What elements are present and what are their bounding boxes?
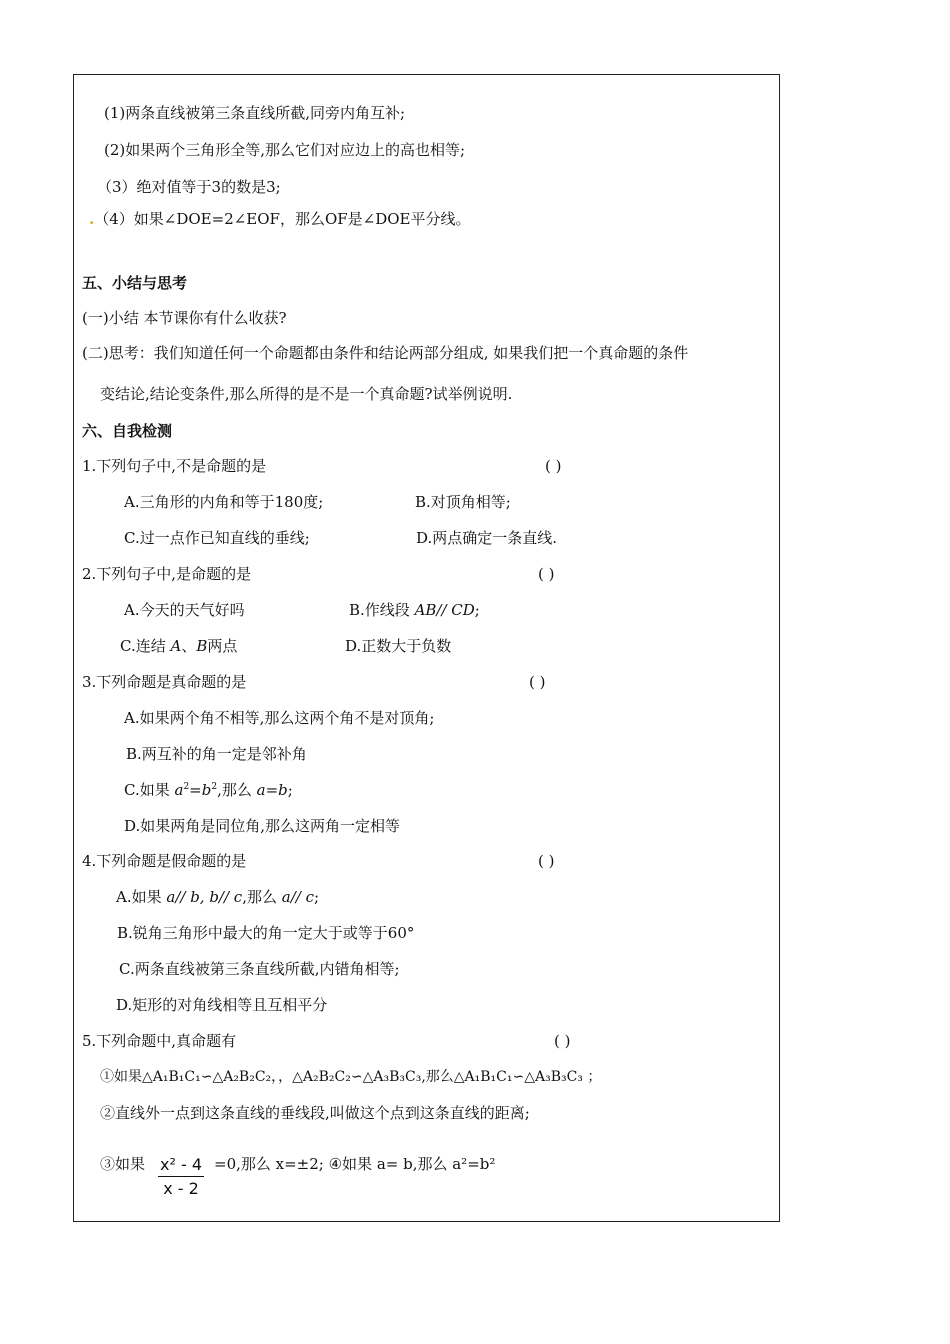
statement-2: (2)如果两个三角形全等,那么它们对应边上的高也相等;: [104, 141, 466, 159]
question-5: 5.下列命题中,真命题有: [82, 1032, 237, 1050]
question-4: 4.下列命题是假命题的是: [82, 852, 247, 870]
statement-4-text: （4）如果∠DOE=2∠EOF，那么OF是∠DOE平分线。: [94, 210, 471, 228]
q2-option-d: D.正数大于负数: [345, 637, 452, 655]
q2c-point-b: B: [196, 637, 208, 655]
fraction-denominator: x - 2: [163, 1179, 199, 1198]
q3c-then: ,那么: [217, 781, 257, 799]
q4-option-c: C.两条直线被第三条直线所截,内错角相等;: [119, 960, 400, 978]
q2b-text: B.作线段: [349, 601, 415, 619]
question-3: 3.下列命题是真命题的是: [82, 673, 247, 691]
q1-option-c: C.过一点作已知直线的垂线;: [124, 529, 310, 547]
q2c-end: 两点: [207, 637, 238, 655]
fraction-numerator: x² - 4: [158, 1154, 204, 1177]
q3-option-a: A.如果两个角不相等,那么这两个角不是对顶角;: [124, 709, 435, 727]
q5-statement-3-prefix: ③如果: [100, 1155, 146, 1173]
q1-option-d: D.两点确定一条直线.: [416, 529, 558, 547]
fraction: [158, 1154, 204, 1200]
answer-blank-2[interactable]: ( ): [538, 565, 555, 583]
q4-option-d: D.矩形的对角线相等且互相平分: [116, 996, 328, 1014]
bullet-dot: .: [89, 210, 95, 228]
q2b-end: ;: [474, 601, 480, 619]
q2-option-c: [120, 636, 237, 656]
question-2: 2.下列句子中,是命题的是: [82, 565, 252, 583]
q4-option-a: [116, 887, 319, 907]
q2b-math: AB// CD: [414, 601, 475, 619]
section-6-heading: 六、自我检测: [82, 422, 173, 440]
q3c-eq: =: [189, 781, 202, 799]
q3c-semicolon: ;: [287, 781, 293, 799]
q2c-sep: 、: [181, 637, 197, 655]
statement-3: （3）绝对值等于3的数是3;: [97, 178, 281, 196]
q5-statement-3-4: =0,那么 x=±2; ④如果 a= b,那么 a²=b²: [214, 1155, 496, 1173]
q5-statement-1: ①如果△A₁B₁C₁∽△A₂B₂C₂，，△A₂B₂C₂∽△A₃B₃C₃,那么△A₁B₁C₁∽△A₃B₃C₃ ；: [100, 1069, 602, 1085]
reflection-line-cont: 变结论,结论变条件,那么所得的是不是一个真命题?试举例说明.: [100, 385, 513, 403]
summary-line: (一)小结 本节课你有什么收获?: [82, 309, 287, 327]
q4a-text: A.如果: [116, 888, 167, 906]
q3c-conclusion: a=b: [256, 781, 288, 799]
q3c-math-a: a: [174, 781, 184, 799]
q2-option-a: A.今天的天气好吗: [124, 601, 245, 619]
answer-blank-5[interactable]: ( ): [554, 1032, 571, 1050]
question-1: 1.下列句子中,不是命题的是: [82, 457, 267, 475]
q3-option-c: C.如果 $a^2=b^2$,那么 a=b;: [124, 781, 293, 799]
q4a-then: ,那么: [242, 888, 282, 906]
q4a-math: a// b, b// c: [166, 888, 243, 906]
q4a-end: ;: [314, 888, 320, 906]
q5-statement-2: ②直线外一点到这条直线的垂线段,叫做这个点到这条直线的距离;: [100, 1104, 530, 1122]
q2c-point-a: A: [170, 637, 182, 655]
q3c-text: C.如果: [124, 781, 175, 799]
q4a-math-2: a// c: [281, 888, 314, 906]
q4-option-b: B.锐角三角形中最大的角一定大于或等于60°: [117, 924, 415, 942]
statement-1: (1)两条直线被第三条直线所截,同旁内角互补;: [104, 104, 406, 122]
q1-option-a: A.三角形的内角和等于180度;: [124, 493, 324, 511]
q2-option-b: [349, 600, 480, 620]
section-5-heading: 五、小结与思考: [82, 274, 188, 292]
q3c-math-b: b: [201, 781, 212, 799]
answer-blank-3[interactable]: ( ): [529, 673, 546, 691]
statement-4: [89, 209, 471, 229]
q3-option-d: D.如果两角是同位角,那么这两角一定相等: [124, 817, 401, 835]
answer-blank-4[interactable]: ( ): [538, 852, 555, 870]
q1-option-b: B.对顶角相等;: [415, 493, 511, 511]
q3-option-b: B.两互补的角一定是邻补角: [126, 745, 307, 763]
answer-blank-1[interactable]: ( ): [545, 457, 562, 475]
reflection-line: (二)思考：我们知道任何一个命题都由条件和结论两部分组成, 如果我们把一个真命题的条件: [82, 344, 689, 362]
q2c-text: C.连结: [120, 637, 171, 655]
